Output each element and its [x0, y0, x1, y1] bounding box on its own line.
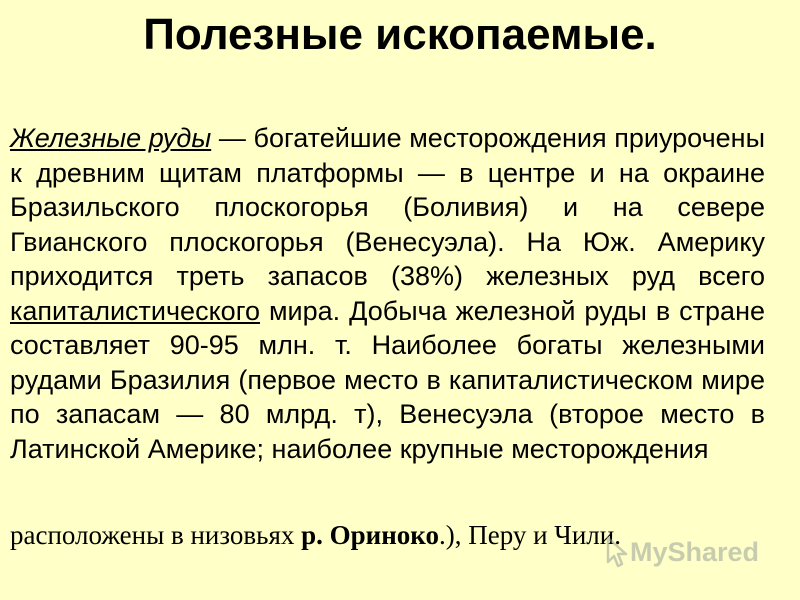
underlined-word: капиталистического	[10, 295, 260, 326]
last-line-after: .), Перу и Чили.	[438, 520, 621, 550]
watermark-text: MyShared	[630, 536, 760, 567]
last-line-before: расположены в низовьях	[10, 520, 302, 550]
paragraph-text-2: мира. Добыча железной руды в стране составляет 90-95 млн. т. Наиболее богаты железными рудами Бразилия (первое место в капиталистическом мире по запасам — 80 млрд. т), Венесуэла (второе место в Латинской Америке; наиболее крупные месторождения	[10, 295, 765, 464]
term-iron-ores: Железные руды	[10, 123, 212, 153]
body-paragraph	[10, 121, 765, 466]
slide-title: Полезные ископаемые.	[143, 10, 657, 59]
last-line-bold: р. Ориноко	[301, 520, 439, 550]
mouse-cursor-icon	[606, 536, 628, 568]
paragraph-text-1: — богатейшие месторождения приурочены к древним щитам платформы — в центре и на окраине Бразильского плоскогорья (Боливия) и на севере Гвианского плоскогорья (Венесуэла). На Юж. Америку приходится треть запасов (38%) железных руд всего	[10, 123, 765, 291]
watermark	[606, 532, 759, 572]
